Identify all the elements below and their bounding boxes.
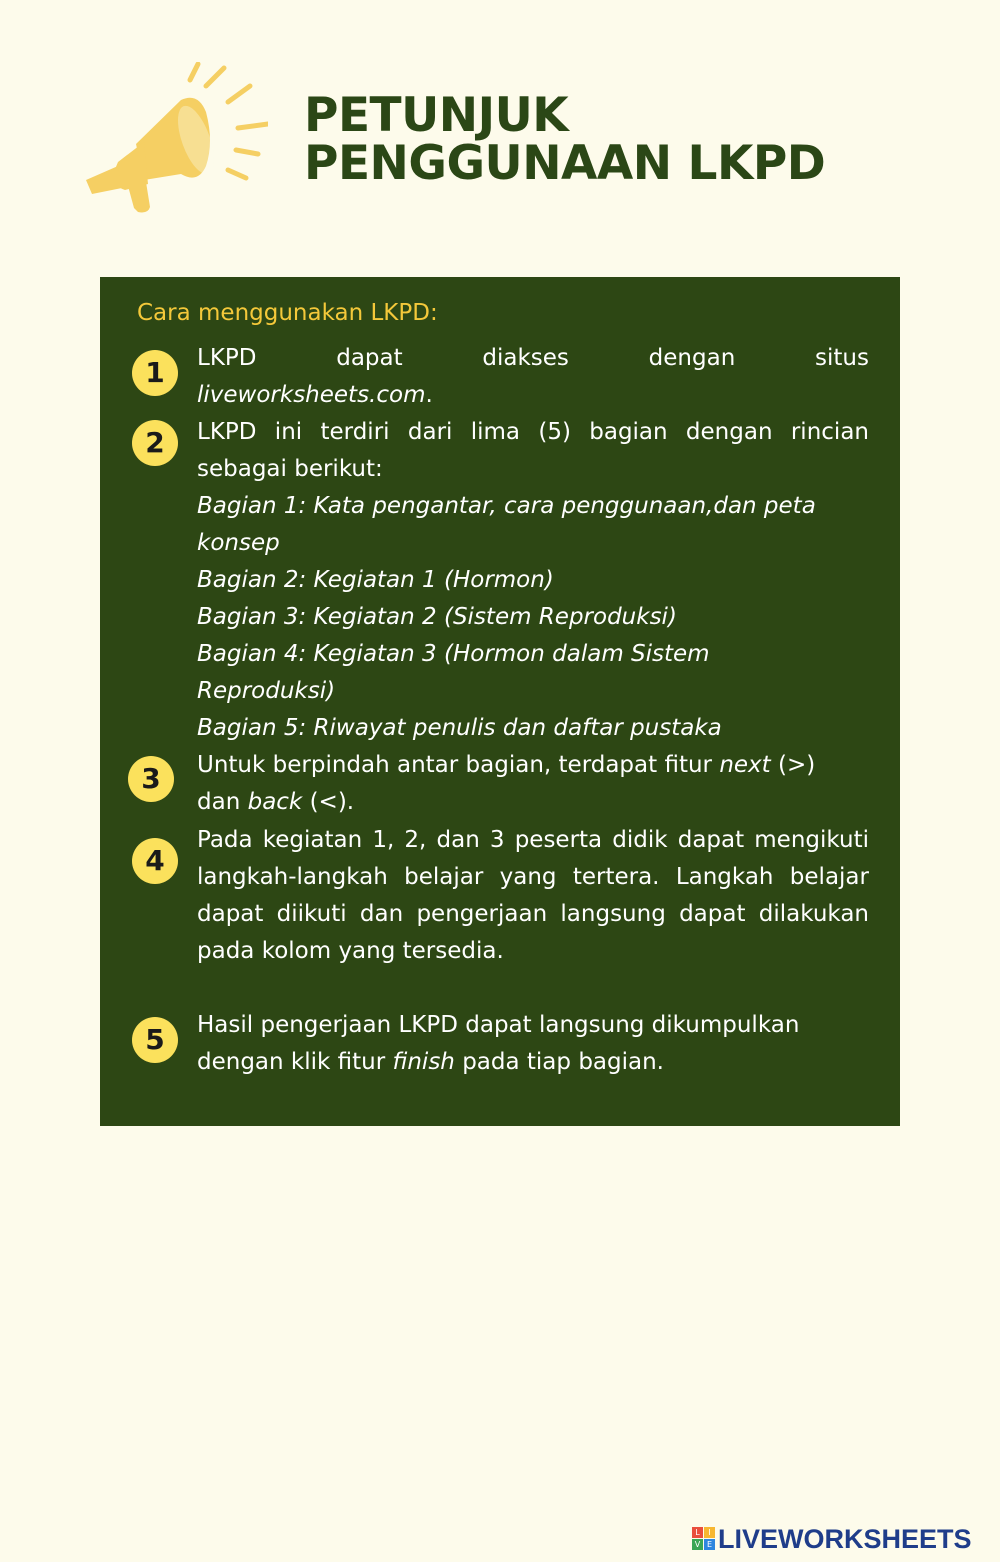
logo-mark-letter: V (692, 1539, 703, 1550)
step-number-badge-5: 5 (132, 1017, 178, 1063)
step-4-text: Pada kegiatan 1, 2, dan 3 peserta didik dapat mengikuti langkah-langkah belajar yang tertera. Langkah belajar dapat diikuti dan pengerjaan langsung dapat dilakukan pada kolom yang tersedia. (197, 827, 869, 964)
step-number-badge-4: 4 (132, 838, 178, 884)
logo-mark-letter: I (704, 1527, 715, 1538)
finish-feature-label: finish (392, 1049, 455, 1075)
logo-mark-letter: L (692, 1527, 703, 1538)
logo-text: LIVEWORKSHEETS (718, 1524, 972, 1554)
step-2-part-1: Bagian 1: Kata pengantar, cara penggunaan,dan peta konsep (197, 493, 816, 556)
step-number-badge-3: 3 (128, 756, 174, 802)
step-2-part-3: Bagian 3: Kegiatan 2 (Sistem Reproduksi) (197, 604, 677, 630)
liveworksheets-logo-icon (692, 1527, 716, 1551)
step-number-badge-2: 2 (132, 420, 178, 466)
step-1-text (197, 340, 869, 414)
step-1-period: . (425, 382, 433, 408)
title-line-2: PENGGUNAAN LKPD (304, 136, 826, 191)
step-3-part: (>) (770, 752, 816, 778)
step-3-text (197, 747, 869, 821)
logo-mark-letter: E (704, 1539, 715, 1550)
panel-subtitle: Cara menggunakan LKPD: (137, 300, 438, 326)
step-3-part: dan (197, 789, 248, 815)
back-feature-label: back (247, 789, 303, 815)
page-title (304, 88, 826, 191)
step-1-word: LKPD (197, 345, 257, 371)
step-number-badge-1: 1 (132, 350, 178, 396)
step-1-word: dengan (648, 345, 736, 371)
megaphone-icon (78, 62, 268, 222)
title-line-1: PETUNJUK (304, 88, 569, 143)
step-1-word: diakses (482, 345, 569, 371)
step-5-part: Hasil pengerjaan LKPD dapat langsung dikumpulkan dengan klik fitur (197, 1012, 800, 1075)
step-3-part: Untuk berpindah antar bagian, terdapat fitur (197, 752, 720, 778)
step-1-word: dapat (336, 345, 403, 371)
step-5-part: pada tiap bagian. (454, 1049, 664, 1075)
step-2-intro: LKPD ini terdiri dari lima (5) bagian dengan rincian sebagai berikut: (197, 419, 869, 482)
step-3-part: (<). (302, 789, 355, 815)
liveworksheets-logo[interactable] (692, 1524, 972, 1554)
site-link[interactable]: liveworksheets.com (197, 382, 426, 408)
step-2-part-4: Bagian 4: Kegiatan 3 (Hormon dalam Sistem Reproduksi) (197, 641, 710, 704)
next-feature-label: next (719, 752, 771, 778)
step-2-part-5: Bagian 5: Riwayat penulis dan daftar pustaka (197, 715, 722, 741)
step-5-text (197, 1007, 869, 1081)
step-2-part-2: Bagian 2: Kegiatan 1 (Hormon) (197, 567, 554, 593)
step-1-word: situs (815, 345, 869, 371)
